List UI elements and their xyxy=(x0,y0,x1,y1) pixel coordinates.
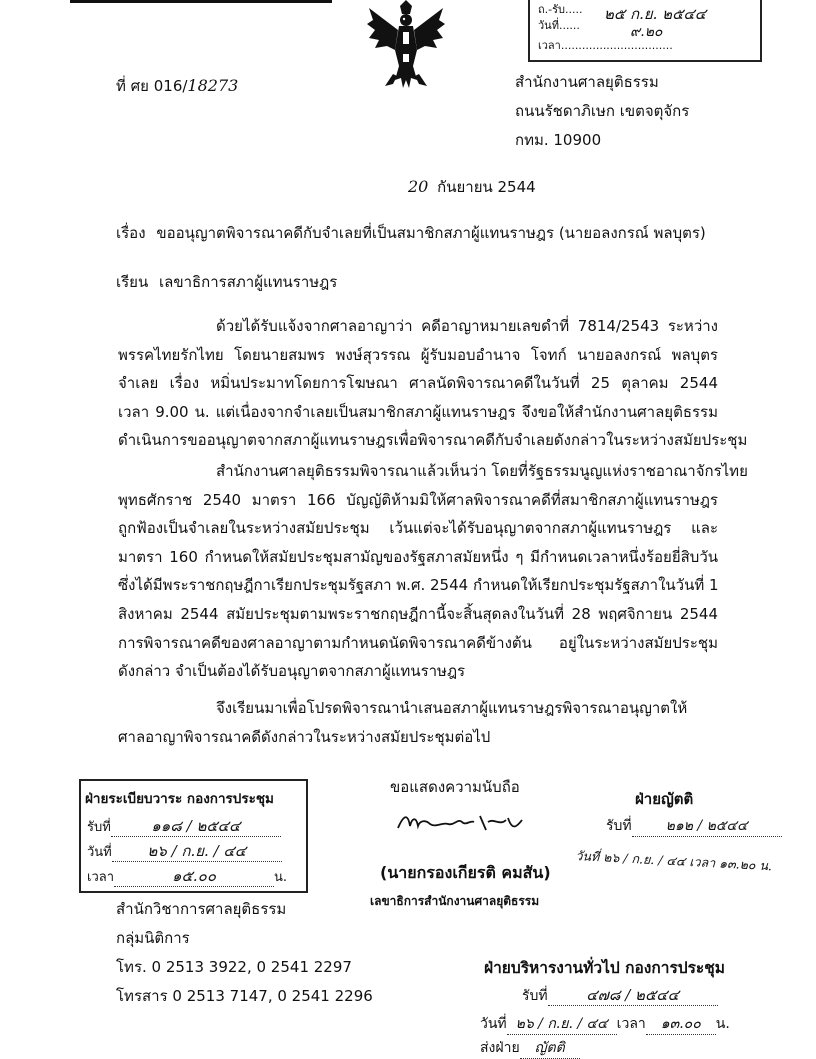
body-line: ด้วยได้รับแจ้งจากศาลอาญาว่า คดีอาญาหมายเลขดำที่ 7814/2543 ระหว่าง xyxy=(216,317,718,335)
stamp-agenda-time-unit: น. xyxy=(274,870,288,885)
body-line: จึงเรียนมาเพื่อโปรดพิจารณานำเสนอสภาผู้แทนราษฎรพิจารณาอนุญาตให้ xyxy=(216,699,688,717)
stamp-agenda-received-value: ๑๑๘ / ๒๕๔๔ xyxy=(111,816,281,837)
addressee-line xyxy=(116,272,337,292)
stamp-admin-route-value: ญัตติ xyxy=(520,1038,580,1059)
stamp-top-line-3: เวลา................................ xyxy=(538,39,673,52)
document-reference xyxy=(116,76,238,96)
date-month-year: กันยายน 2544 xyxy=(437,178,536,196)
stamp-agenda-received-label: รับที่ xyxy=(87,820,111,835)
stamp-admin-date-value: ๒๖ / ก.ย. / ๔๔ xyxy=(507,1014,617,1035)
stamp-agenda-time xyxy=(87,866,287,888)
stamp-admin-received-label: รับที่ xyxy=(522,988,548,1004)
stamp-motions-title: ฝ่ายญัตติ xyxy=(635,790,694,808)
stamp-admin-date xyxy=(480,1014,730,1035)
footer-fax: โทรสาร 0 2513 7147, 0 2541 2296 xyxy=(116,987,373,1005)
body-line: จำเลย เรื่อง หมิ่นประมาทโดยการโฆษณา ศาลนัดพิจารณาคดีในวันที่ 25 ตุลาคม 2544 xyxy=(118,374,718,393)
body-line: พุทธศักราช 2540 มาตรา 166 บัญญัติห้ามมิให้ศาลพิจารณาคดีที่สมาชิกสภาผู้แทนราษฎร xyxy=(118,490,718,509)
subject-label: เรื่อง xyxy=(116,224,146,242)
stamp-admin-route-label: ส่งฝ่าย xyxy=(480,1040,520,1056)
receipt-stamp-top xyxy=(528,0,762,62)
body-line: ซึ่งได้มีพระราชกฤษฎีกาเรียกประชุมรัฐสภา พ.ศ. 2544 กำหนดให้เรียกประชุมรัฐสภาในวันที่ 1 xyxy=(118,576,719,595)
body-line: ดำเนินการขออนุญาตจากสภาผู้แทนราษฎรเพื่อพิจารณาคดีกับจำเลยดังกล่าวในระหว่างสมัยประชุม xyxy=(118,431,748,450)
footer-division: กลุ่มนิติการ xyxy=(116,929,190,947)
subject-text: ขออนุญาตพิจารณาคดีกับจำเลยที่เป็นสมาชิกสภาผู้แทนราษฎร (นายอลงกรณ์ พลบุตร) xyxy=(156,224,706,242)
signer-title: เลขาธิการสำนักงานศาลยุติธรรม xyxy=(370,894,540,908)
top-rule xyxy=(70,0,332,3)
stamp-agenda-time-value: ๑๕.๐๐ xyxy=(114,866,274,887)
garuda-emblem-icon xyxy=(365,0,447,92)
sender-road: ถนนรัชดาภิเษก เขตจตุจักร xyxy=(515,102,690,120)
body-line: พรรคไทยรักไทย โดยนายสมพร พงษ์สุวรรณ ผู้รับมอบอำนาจ โจทก์ นายอลงกรณ์ พลบุตร xyxy=(118,345,718,364)
stamp-admin-route xyxy=(480,1038,580,1059)
stamp-top-line-2: วันที่...... xyxy=(538,19,580,32)
date-day: 20 xyxy=(408,177,429,196)
sender-city: กทม. 10900 xyxy=(515,131,602,149)
closing-regards: ขอแสดงความนับถือ xyxy=(390,778,520,796)
stamp-agenda-title: ฝ่ายระเบียบวาระ กองการประชุม xyxy=(85,791,274,807)
addressee-label: เรียน xyxy=(116,273,149,291)
stamp-motions-date-line: วันที่ ๒๖ / ก.ย. / ๔๔ เวลา ๑๓.๒๐ น. xyxy=(575,847,773,874)
body-line: ดังกล่าว จำเป็นต้องได้รับอนุญาตจากสภาผู้แทนราษฎร xyxy=(118,662,466,681)
body-line: ศาลอาญาพิจารณาคดีดังกล่าวในระหว่างสมัยประชุมต่อไป xyxy=(118,727,491,746)
body-paragraph-3 xyxy=(118,694,718,751)
stamp-motions-received-label: รับที่ xyxy=(606,818,632,834)
sender-org: สำนักงานศาลยุติธรรม xyxy=(515,73,659,91)
stamp-admin-time-unit: น. xyxy=(715,1016,730,1032)
stamp-agenda-date xyxy=(87,841,282,863)
body-line: ถูกฟ้องเป็นจำเลยในระหว่างสมัยประชุม เว้นแต่จะได้รับอนุญาตจากสภาผู้แทนราษฎร และ xyxy=(118,519,718,538)
letter-date xyxy=(408,177,536,197)
footer-office: สำนักวิชาการศาลยุติธรรม xyxy=(116,900,287,918)
body-paragraph-1 xyxy=(118,312,748,455)
body-line: สำนักงานศาลยุติธรรมพิจารณาแล้วเห็นว่า โดยที่รัฐธรรมนูญแห่งราชอาณาจักรไทย xyxy=(216,462,748,480)
stamp-motions-received-value: ๒๑๒ / ๒๕๔๔ xyxy=(632,816,782,837)
stamp-admin-received-value: ๔๗๘ / ๒๕๔๔ xyxy=(548,985,718,1006)
receipt-stamp-agenda xyxy=(79,779,308,893)
body-line: เวลา 9.00 น. แต่เนื่องจากจำเลยเป็นสมาชิกสภาผู้แทนราษฎร จึงขอให้สำนักงานศาลยุติธรรม xyxy=(118,402,718,421)
stamp-motions-received xyxy=(606,816,782,837)
reference-number: 18273 xyxy=(187,76,239,95)
body-line: สิงหาคม 2544 สมัยประชุมตามพระราชกฤษฎีกานี้จะสิ้นสุดลงในวันที่ 28 พฤศจิกายน 2544 xyxy=(118,604,718,623)
body-line: การพิจารณาคดีของศาลอาญาตามกำหนดนัดพิจารณาคดีข้างต้น อยู่ในระหว่างสมัยประชุม xyxy=(118,633,718,652)
stamp-top-time: ๙.๒๐ xyxy=(630,24,663,40)
body-line: มาตรา 160 กำหนดให้สมัยประชุมสามัญของรัฐสภาสมัยหนึ่ง ๆ มีกำหนดเวลาหนึ่งร้อยยี่สิบวัน xyxy=(118,547,718,566)
stamp-admin-date-label: วันที่ xyxy=(480,1016,507,1032)
stamp-admin-time-label: เวลา xyxy=(616,1016,646,1032)
stamp-top-line-1: ถ.-รับ..... xyxy=(538,3,583,16)
signature-icon xyxy=(396,808,526,838)
subject-line xyxy=(116,223,706,243)
stamp-agenda-received xyxy=(87,816,281,838)
stamp-agenda-time-label: เวลา xyxy=(87,870,115,885)
footer-phone: โทร. 0 2513 3922, 0 2541 2297 xyxy=(116,958,352,976)
signer-name: (นายกรองเกียรติ คมสัน) xyxy=(380,863,551,882)
stamp-admin-title: ฝ่ายบริหารงานทั่วไป กองการประชุม xyxy=(484,959,725,977)
stamp-admin-time-value: ๑๓.๐๐ xyxy=(646,1014,716,1035)
reference-prefix: ที่ ศย 016/ xyxy=(116,77,188,95)
body-paragraph-2 xyxy=(118,457,748,686)
stamp-admin-received xyxy=(522,985,718,1006)
addressee-text: เลขาธิการสภาผู้แทนราษฎร xyxy=(159,273,338,291)
stamp-agenda-date-label: วันที่ xyxy=(87,845,112,860)
stamp-agenda-date-value: ๒๖ / ก.ย. / ๔๔ xyxy=(112,841,282,862)
stamp-top-date: ๒๕ ก.ย. ๒๕๔๔ xyxy=(604,5,707,23)
